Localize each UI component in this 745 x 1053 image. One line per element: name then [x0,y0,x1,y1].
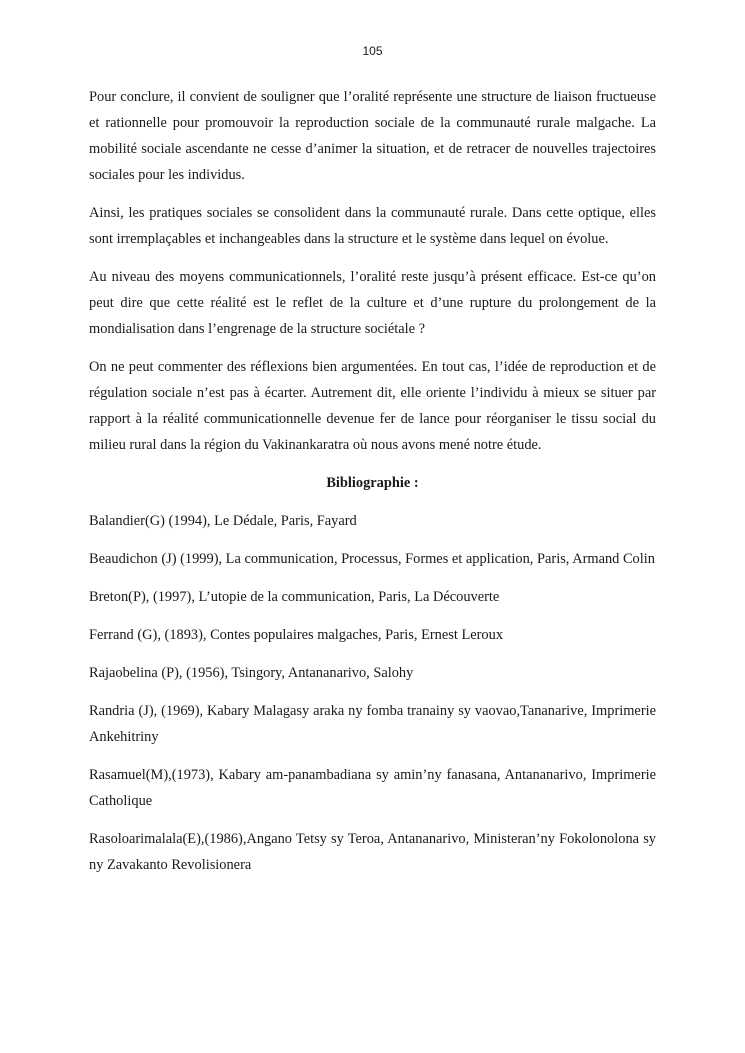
bibliography-entry: Rasoloarimalala(E),(1986),Angano Tetsy sy Teroa, Antananarivo, Ministeran’ny Fokolonolona sy ny Zavakanto Revolisionera [89,831,656,873]
paragraph-communication-means: Au niveau des moyens communicationnels, l’oralité reste jusqu’à présent efficace. Est-ce qu’on peut dire que cette réalité est le reflet de la culture et d’une rupture du prolongement de la mondialisation dans l’engrenage de la structure sociétale ? [89,269,656,337]
bibliography-entry: Balandier(G) (1994), Le Dédale, Paris, Fayard [89,513,357,529]
bibliography-entry: Rasamuel(M),(1973), Kabary am-panambadiana sy amin’ny fanasana, Antananarivo, Imprimerie Catholique [89,767,656,809]
bibliography-entry: Beaudichon (J) (1999), La communication, Processus, Formes et application, Paris, Armand Colin [89,551,655,567]
bibliography-entry: Rajaobelina (P), (1956), Tsingory, Antananarivo, Salohy [89,665,414,681]
paragraph-reflections: On ne peut commenter des réflexions bien argumentées. En tout cas, l’idée de reproduction et de régulation sociale n’est pas à écarter. Autrement dit, elle oriente l’individu à mieux se situer par rapport à la réalité communicationnelle devenue fer de lance pour réorganiser le tissu social du milieu rural dans la région du Vakinankaratra où nous avons mené notre étude. [89,359,656,453]
page-body [89,84,656,890]
bibliography-entry: Breton(P), (1997), L’utopie de la communication, Paris, La Découverte [89,589,500,605]
paragraph-conclusion: Pour conclure, il convient de souligner que l’oralité représente une structure de liaison fructueuse et rationnelle pour promouvoir la reproduction sociale de la communauté rurale malgache. La mobilité sociale ascendante ne cesse d’animer la situation, et de retracer de nouvelles trajectoires sociales pour les individus. [89,89,656,183]
page-number: 105 [362,44,383,58]
bibliography-entry: Randria (J), (1969), Kabary Malagasy araka ny fomba tranainy sy vaovao,Tananarive, Imprimerie Ankehitriny [89,703,656,745]
bibliography-entry: Ferrand (G), (1893), Contes populaires malgaches, Paris, Ernest Leroux [89,627,504,643]
bibliography-heading: Bibliographie : [326,475,419,491]
paragraph-social-practices: Ainsi, les pratiques sociales se consolident dans la communauté rurale. Dans cette optique, elles sont irremplaçables et inchangeables dans la structure et le système dans lequel on évolue. [89,205,656,247]
